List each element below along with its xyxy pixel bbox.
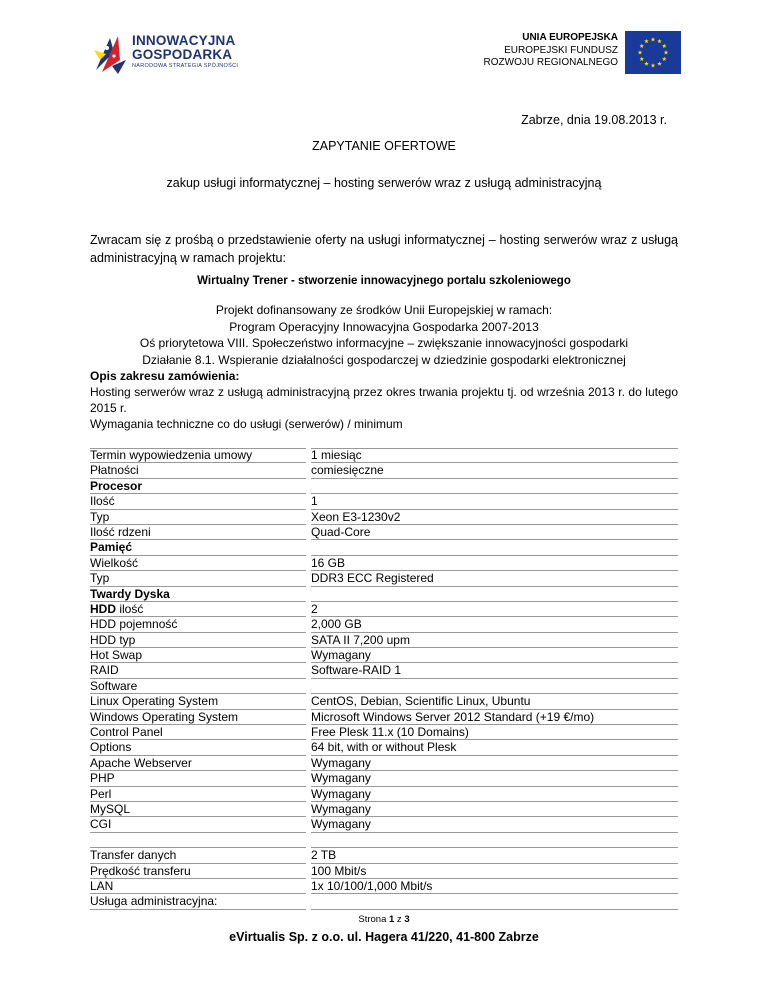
- row-label-bold: HDD: [90, 601, 116, 616]
- table-row: [90, 756, 678, 771]
- row-label: RAID: [90, 663, 119, 678]
- table-row: [90, 710, 678, 725]
- document-date: Zabrze, dnia 19.08.2013 r.: [521, 113, 667, 127]
- logo-title-line2: GOSPODARKA: [132, 47, 233, 62]
- table-row: [90, 587, 678, 602]
- scope-requirements: Wymagania techniczne co do usługi (serwerów) / minimum: [90, 417, 403, 431]
- eu-star-icon: [638, 50, 643, 54]
- table-row: [90, 771, 678, 786]
- row-label-rest: ilość: [116, 601, 144, 616]
- funding-line3: Oś priorytetowa VIII. Społeczeństwo informacyjne – zwiększanie innowacyjności gospodarki: [139, 336, 629, 350]
- table-row: [90, 787, 678, 802]
- row-label: Ilość rdzeni: [90, 524, 151, 539]
- eu-line1: UNIA EUROPEJSKA: [522, 32, 618, 43]
- row-value: 1: [311, 494, 318, 509]
- requirements-table: [90, 448, 678, 910]
- row-label: MySQL: [90, 801, 131, 816]
- row-label: Options: [90, 740, 132, 755]
- row-label: HDD pojemność: [90, 617, 178, 632]
- row-value: 2: [311, 601, 318, 616]
- eu-star-icon: [644, 61, 649, 65]
- eu-star-icon: [651, 37, 656, 41]
- requirements-table-main: [90, 448, 678, 833]
- eu-star-icon: [662, 44, 667, 48]
- row-label: Software: [90, 678, 138, 693]
- company-footer: eVirtualis Sp. z o.o. ul. Hagera 41/220, 41-800 Zabrze: [229, 930, 539, 944]
- table-row: [90, 725, 678, 740]
- table-row: [90, 540, 678, 555]
- table-row: [90, 448, 678, 463]
- row-label: Termin wypowiedzenia umowy: [90, 448, 253, 462]
- innowacyjna-gospodarka-logo: [92, 30, 252, 76]
- row-value: 1x 10/100/1,000 Mbit/s: [311, 878, 433, 893]
- eu-star-icon: [639, 57, 644, 61]
- row-label: Control Panel: [90, 725, 163, 740]
- eu-star-icon: [662, 57, 667, 61]
- row-label: Perl: [90, 786, 112, 801]
- document-title: ZAPYTANIE OFERTOWE: [312, 139, 456, 153]
- funding-line2: Program Operacyjny Innowacyjna Gospodarka 2007-2013: [229, 319, 539, 334]
- row-label: Transfer danych: [90, 848, 177, 863]
- row-value: Wymagany: [311, 755, 371, 770]
- row-label: Apache Webserver: [90, 755, 192, 770]
- eu-star-icon: [657, 39, 662, 43]
- table-row: [90, 894, 678, 909]
- row-value: Wymagany: [311, 817, 371, 832]
- table-row: [90, 848, 678, 863]
- eu-flag-icon: [625, 31, 681, 74]
- logo-subtitle: NARODOWA STRATEGIA SPÓJNOŚCI: [132, 63, 239, 69]
- funding-line1: Projekt dofinansowany ze środków Unii Europejskiej w ramach:: [215, 303, 553, 317]
- logo-title: [132, 34, 235, 62]
- page-current: 1: [389, 914, 395, 925]
- row-label: Pamięć: [90, 540, 133, 555]
- requirements-table-transfer: [90, 848, 678, 910]
- row-rule-label: [90, 909, 306, 910]
- row-value: comiesięczne: [311, 463, 384, 478]
- table-row: [90, 571, 678, 586]
- table-row: [90, 864, 678, 879]
- row-value: 16 GB: [311, 555, 346, 570]
- row-label: Hot Swap: [90, 648, 143, 663]
- row-label: Typ: [90, 571, 110, 586]
- eu-star-icon: [644, 39, 649, 43]
- row-label: Usługa administracyjna:: [90, 894, 218, 909]
- scope-section: [90, 368, 678, 432]
- row-label: PHP: [90, 771, 115, 786]
- table-row: [90, 663, 678, 678]
- table-row: [90, 633, 678, 648]
- funding-line4: Działanie 8.1. Wspieranie działalności gospodarczej w dziedzinie gospodarki elektronicznej: [142, 352, 626, 367]
- row-value: SATA II 7,200 upm: [311, 632, 410, 647]
- row-label: Windows Operating System: [90, 709, 239, 724]
- table-row: [90, 617, 678, 632]
- row-rule-value: [311, 909, 678, 910]
- page-total: 3: [404, 914, 410, 925]
- eu-line2: EUROPEJSKI FUNDUSZ: [504, 44, 618, 56]
- project-name: Wirtualny Trener - stworzenie innowacyjnego portalu szkoleniowego: [197, 275, 571, 287]
- table-row: [90, 679, 678, 694]
- eu-line3: ROZWOJU REGIONALNEGO: [483, 57, 618, 68]
- table-row: [90, 817, 678, 832]
- row-label: Procesor: [90, 478, 143, 493]
- table-row: [90, 479, 678, 494]
- page-number: [0, 914, 768, 925]
- row-value: Wymagany: [311, 786, 371, 801]
- eu-label: [484, 32, 618, 70]
- funding-info: [90, 302, 678, 368]
- row-value: 2 TB: [311, 848, 337, 863]
- table-row: [90, 802, 678, 817]
- row-label: HDD typ: [90, 632, 136, 647]
- intro-paragraph: Zwracam się z prośbą o przedstawienie oferty na usługi informatycznej – hosting serwerów wraz z usługą administracyjną w ramach projektu:: [90, 233, 678, 265]
- row-label: Linux Operating System: [90, 694, 219, 709]
- row-label: Wielkość: [90, 555, 139, 570]
- scope-text: Hosting serwerów wraz z usługą administracyjną przez okres trwania projektu tj. od września 2013 r. do lutego 2015 r.: [90, 385, 678, 415]
- eu-star-icon: [651, 63, 656, 67]
- row-value: DDR3 ECC Registered: [311, 571, 434, 586]
- row-value: 100 Mbit/s: [311, 863, 367, 878]
- eu-star-icon: [657, 61, 662, 65]
- eu-stars-icon: [625, 31, 681, 74]
- row-label: Płatności: [90, 463, 139, 478]
- table-row: [90, 648, 678, 663]
- table-row: [90, 510, 678, 525]
- table-row: [90, 602, 678, 617]
- row-value: Wymagany: [311, 771, 371, 786]
- innowacyjna-gospodarka-emblem: [92, 30, 130, 76]
- document-subject: zakup usługi informatycznej – hosting serwerów wraz z usługą administracyjną: [166, 176, 602, 190]
- row-value: Quad-Core: [311, 524, 371, 539]
- table-row: [90, 494, 678, 509]
- row-value: Software-RAID 1: [311, 663, 402, 678]
- row-value: Free Plesk 11.x (10 Domains): [311, 725, 469, 740]
- row-value: Xeon E3-1230v2: [311, 509, 401, 524]
- row-label: Ilość: [90, 494, 115, 509]
- table-row: [90, 740, 678, 755]
- row-value: Wymagany: [311, 648, 371, 663]
- page-prefix: Strona: [358, 914, 389, 925]
- row-label: Twardy Dyska: [90, 586, 170, 601]
- row-value: Wymagany: [311, 801, 371, 816]
- row-value: Microsoft Windows Server 2012 Standard (+19 €/mo): [311, 709, 595, 724]
- table-row: [90, 879, 678, 894]
- row-value: CentOS, Debian, Scientific Linux, Ubuntu: [311, 694, 531, 709]
- row-label: Prędkość transferu: [90, 863, 191, 878]
- row-label: Typ: [90, 509, 110, 524]
- row-value: 1 miesiąc: [311, 448, 362, 462]
- row-label: [90, 602, 306, 617]
- table-row: [90, 463, 678, 478]
- row-label: CGI: [90, 817, 112, 832]
- row-label: LAN: [90, 878, 114, 893]
- scope-heading: Opis zakresu zamówienia:: [90, 369, 240, 383]
- table-row: [90, 556, 678, 571]
- table-row: [90, 525, 678, 540]
- logo-title-line1: INNOWACYJNA: [132, 33, 236, 48]
- table-gap: [90, 833, 678, 848]
- eu-star-icon: [664, 50, 669, 54]
- row-value: 64 bit, with or without Plesk: [311, 740, 457, 755]
- row-value: 2,000 GB: [311, 617, 362, 632]
- table-row: [90, 694, 678, 709]
- eu-star-icon: [639, 44, 644, 48]
- page-sep: z: [394, 914, 405, 925]
